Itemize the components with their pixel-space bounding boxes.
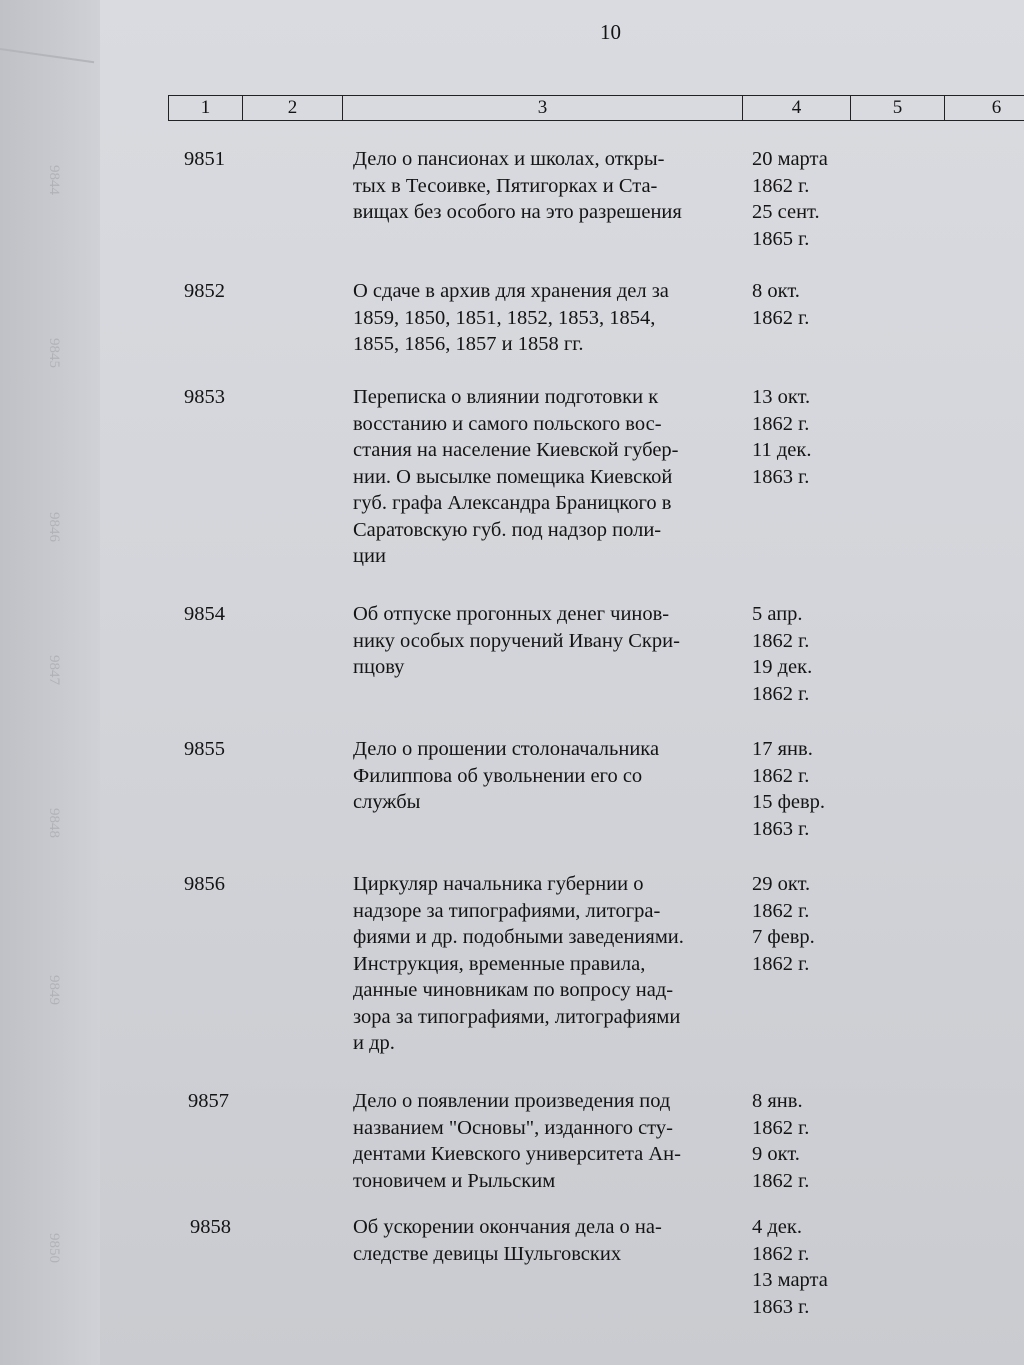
bleed-through-mark: 9850: [46, 1233, 62, 1263]
record-date-line: 1862 г.: [752, 1169, 810, 1192]
record-date-line: 7 февр.: [752, 926, 815, 948]
gutter-table-line: [0, 48, 94, 63]
record-title-line: восстанию и самого польского вос-: [353, 412, 662, 435]
column-header-6: 6: [945, 96, 1024, 120]
record-number: 9858: [190, 1216, 231, 1238]
record-title-line: дентами Киевского университета Ан-: [353, 1143, 681, 1165]
record-title: [353, 146, 682, 226]
record-title: [353, 1214, 662, 1267]
record-dates: [752, 146, 828, 252]
record-title-line: данные чиновникам по вопросу над-: [353, 979, 674, 1001]
record-date-line: 1862 г.: [752, 629, 810, 652]
record-title-line: названием "Основы", изданного сту-: [353, 1116, 673, 1139]
record-dates: [752, 736, 825, 842]
record-date-line: 1862 г.: [752, 899, 810, 922]
record-date-line: 8 окт.: [752, 280, 800, 302]
record-title-line: и др.: [353, 1032, 395, 1054]
record-title-line: Дело о пансионах и школах, откры-: [353, 148, 665, 170]
record-dates: [752, 871, 815, 977]
record-date-line: 1862 г.: [752, 952, 810, 975]
record-date-line: 1862 г.: [752, 1242, 810, 1265]
record-dates: [752, 384, 811, 490]
record-date-line: 1865 г.: [752, 227, 810, 250]
bleed-through-mark: 9845: [46, 338, 62, 368]
bleed-through-mark: 9849: [46, 975, 62, 1005]
document-page: [100, 0, 1024, 1365]
column-header-2: 2: [243, 96, 343, 120]
record-date-line: 15 февр.: [752, 791, 826, 813]
record-title: [353, 384, 679, 570]
record-title: [353, 1088, 681, 1194]
record-title-line: Дело о прошении столоначальника: [353, 738, 660, 760]
record-date-line: 29 окт.: [752, 873, 811, 895]
record-title-line: Инструкция, временные правила,: [353, 952, 646, 975]
record-title-line: службы: [353, 791, 421, 813]
record-title-line: зора за типографиями, литографиями: [353, 1005, 681, 1028]
record-dates: [752, 1088, 809, 1194]
record-title-line: Филиппова об увольнении его со: [353, 764, 643, 787]
record-title-line: Переписка о влиянии подготовки к: [353, 386, 659, 408]
record-date-line: 1863 г.: [752, 1295, 810, 1318]
record-title: [353, 871, 684, 1057]
record-title-line: тоновичем и Рыльским: [353, 1169, 556, 1192]
record-date-line: 4 дек.: [752, 1216, 802, 1238]
bleed-through-mark: 9848: [46, 808, 62, 838]
record-title-line: Саратовскую губ. под надзор поли-: [353, 518, 662, 541]
record-date-line: 1862 г.: [752, 764, 810, 787]
record-number: 9855: [184, 738, 225, 760]
record-title-line: нику особых поручений Ивану Скри-: [353, 629, 680, 652]
column-header-row: [168, 95, 1024, 121]
record-title-line: губ. графа Александра Браницкого в: [353, 492, 672, 514]
record-title: [353, 278, 669, 358]
record-dates: [752, 601, 812, 707]
page-number: 10: [600, 20, 621, 44]
record-date-line: 20 марта: [752, 148, 828, 170]
record-title-line: 1855, 1856, 1857 и 1858 гг.: [353, 333, 584, 355]
record-date-line: 1862 г.: [752, 1116, 810, 1139]
column-header-3: 3: [343, 96, 743, 120]
record-title-line: тых в Тесоивке, Пятигорках и Ста-: [353, 174, 658, 197]
bleed-through-mark: 9844: [46, 165, 62, 195]
record-date-line: 9 окт.: [752, 1143, 800, 1165]
record-title-line: 1859, 1850, 1851, 1852, 1853, 1854,: [353, 306, 656, 329]
bleed-through-mark: 9846: [46, 512, 62, 542]
record-title-line: фиями и др. подобными заведениями.: [353, 926, 684, 948]
column-header-4: 4: [743, 96, 851, 120]
record-title-line: следстве девицы Шульговских: [353, 1242, 622, 1265]
record-title: [353, 736, 659, 816]
record-date-line: 11 дек.: [752, 439, 812, 461]
column-header-5: 5: [851, 96, 945, 120]
record-date-line: 1862 г.: [752, 412, 810, 435]
left-page-gutter: [0, 0, 100, 1365]
record-title-line: О сдаче в архив для хранения дел за: [353, 280, 669, 302]
record-number: 9857: [188, 1090, 229, 1112]
record-number: 9854: [184, 603, 225, 625]
record-title-line: Об ускорении окончания дела о на-: [353, 1216, 662, 1238]
record-title-line: стания на население Киевской губер-: [353, 439, 679, 461]
record-title-line: ции: [353, 545, 386, 567]
record-title-line: вищах без особого на это разрешения: [353, 201, 682, 223]
record-title-line: Об отпуске прогонных денег чинов-: [353, 603, 670, 625]
record-dates: [752, 278, 809, 331]
bleed-through-mark: 9847: [46, 655, 62, 685]
record-date-line: 5 апр.: [752, 603, 803, 625]
record-title-line: пцову: [353, 656, 405, 678]
record-number: 9851: [184, 148, 225, 170]
record-date-line: 25 сент.: [752, 201, 820, 223]
record-date-line: 8 янв.: [752, 1090, 803, 1112]
record-date-line: 13 окт.: [752, 386, 811, 408]
record-title: [353, 601, 680, 681]
record-number: 9856: [184, 873, 225, 895]
record-number: 9853: [184, 386, 225, 408]
record-date-line: 1863 г.: [752, 817, 810, 840]
record-date-line: 1862 г.: [752, 682, 810, 705]
record-number: 9852: [184, 280, 225, 302]
record-title-line: нии. О высылке помещика Киевской: [353, 465, 673, 488]
record-title-line: Дело о появлении произведения под: [353, 1090, 671, 1112]
record-date-line: 19 дек.: [752, 656, 813, 678]
record-dates: [752, 1214, 828, 1320]
record-date-line: 1862 г.: [752, 174, 810, 197]
record-date-line: 1863 г.: [752, 465, 810, 488]
record-title-line: надзоре за типографиями, литогра-: [353, 899, 661, 922]
record-date-line: 1862 г.: [752, 306, 810, 329]
record-date-line: 17 янв.: [752, 738, 813, 760]
column-header-1: 1: [169, 96, 243, 120]
record-date-line: 13 марта: [752, 1269, 828, 1291]
record-title-line: Циркуляр начальника губернии о: [353, 873, 644, 895]
